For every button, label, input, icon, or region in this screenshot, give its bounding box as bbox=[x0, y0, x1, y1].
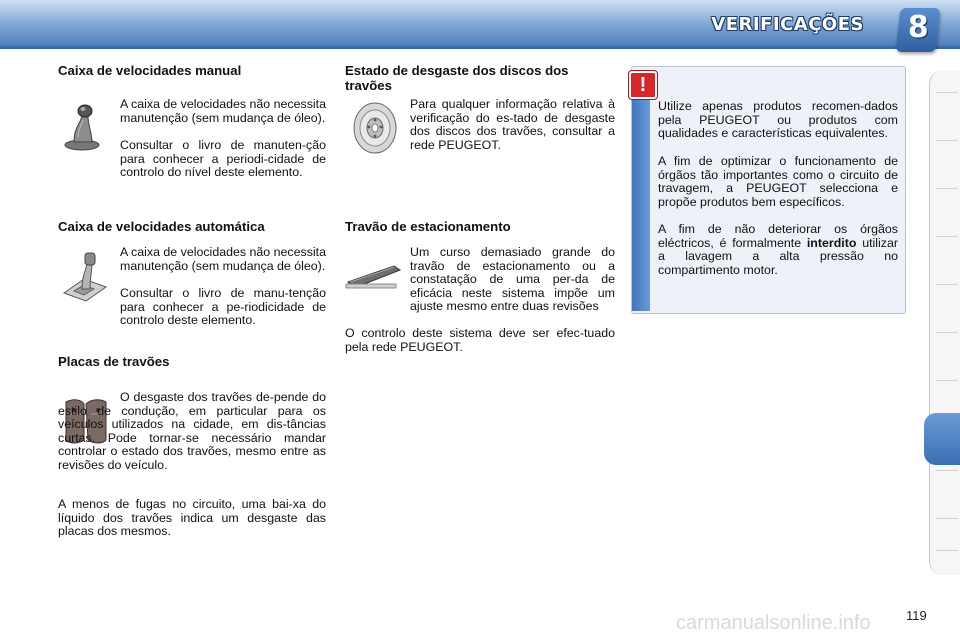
tab-divider bbox=[936, 92, 958, 93]
warning-text-3-end: utilizar a lavagem a alta pressão no compartimento motor. bbox=[658, 235, 899, 277]
brake-pads-text-1-body: O desgaste dos travões de-pende do estilo de condução, em particular para os veículos utilizados na cidade, em dis-tâncias curtas. Pode tornar-se necessário mandar controlar o estado dos travões, mesmo entre as revisões do veículo. bbox=[58, 390, 326, 472]
heading-brake-discs: Estado de desgaste dos discos dos travões bbox=[345, 63, 569, 93]
header-underline bbox=[0, 46, 960, 49]
parking-brake-text-1: Um curso demasiado grande do travão de estacionamento ou a constatação de uma per-da de eficácia neste sistema impõe um ajuste mesmo entre duas revisões bbox=[410, 245, 615, 314]
warning-exclamation-icon: ! bbox=[629, 71, 657, 99]
chapter-tab-active[interactable] bbox=[924, 413, 960, 465]
brake-disc-icon bbox=[350, 100, 402, 156]
parking-brake-text-2: O controlo deste sistema deve ser efec-tuado pela rede PEUGEOT. bbox=[345, 326, 615, 354]
manual-gearbox-text-2: Consultar o livro de manuten-ção para conhecer a periodi-cidade de controlo do nível deste elemento. bbox=[120, 138, 326, 180]
tab-divider bbox=[936, 332, 958, 333]
warning-text-3 bbox=[658, 223, 898, 277]
heading-brake-pads: Placas de travões bbox=[58, 354, 170, 369]
automatic-gearbox-text-2: Consultar o livro de manu-tenção para conhecer a pe-riodicidade de controlo deste elemento. bbox=[120, 286, 326, 328]
automatic-gear-selector-icon bbox=[60, 249, 110, 303]
tab-divider bbox=[936, 236, 958, 237]
chapter-badge bbox=[896, 8, 941, 52]
heading-parking-brake: Travão de estacionamento bbox=[345, 219, 511, 234]
tab-divider bbox=[936, 550, 958, 551]
brake-pads-text-2: A menos de fugas no circuito, uma bai-xa do líquido dos travões indica um desgaste das placas dos mesmos. bbox=[58, 497, 326, 539]
warning-text-3-bold: interdito bbox=[806, 235, 857, 250]
tab-divider bbox=[936, 188, 958, 189]
tab-divider bbox=[936, 140, 958, 141]
chapter-tab-strip bbox=[929, 70, 960, 575]
footer-watermark: carmanualsonline.info bbox=[676, 612, 871, 634]
warning-text-3-start: A fim de não deteriorar os órgãos eléctricos, é formalmente bbox=[658, 222, 898, 250]
chapter-number: 8 bbox=[907, 10, 929, 45]
page-title: VERIFICAÇÕES bbox=[711, 14, 864, 35]
warning-text-1: Utilize apenas produtos recomen-dados pela PEUGEOT ou produtos com qualidades e características equivalentes. bbox=[658, 99, 898, 141]
brake-discs-text: Para qualquer informação relativa à verificação do es-tado de desgaste dos discos dos travões, consultar a rede PEUGEOT. bbox=[410, 97, 615, 152]
automatic-gearbox-text-1: A caixa de velocidades não necessita manutenção (sem mudança de óleo). bbox=[120, 245, 326, 273]
manual-gearbox-text-1: A caixa de velocidades não necessita manutenção (sem mudança de óleo). bbox=[120, 97, 326, 125]
page-number: 119 bbox=[906, 608, 927, 623]
parking-brake-lever-icon bbox=[344, 252, 402, 292]
heading-manual-gearbox: Caixa de velocidades manual bbox=[58, 63, 242, 78]
tab-divider bbox=[936, 470, 958, 471]
tab-divider bbox=[936, 380, 958, 381]
tab-divider bbox=[936, 284, 958, 285]
warning-text-2: A fim de optimizar o funcionamento de órgãos tão importantes como o circuito de travagem, a PEUGEOT selecciona e propõe produtos bem específicos. bbox=[658, 154, 898, 209]
brake-pads-text-1 bbox=[58, 391, 326, 473]
heading-automatic-gearbox: Caixa de velocidades automática bbox=[58, 219, 265, 234]
manual-gear-lever-icon bbox=[60, 98, 108, 154]
tab-divider bbox=[936, 518, 958, 519]
warning-panel-sidebar bbox=[632, 92, 650, 311]
